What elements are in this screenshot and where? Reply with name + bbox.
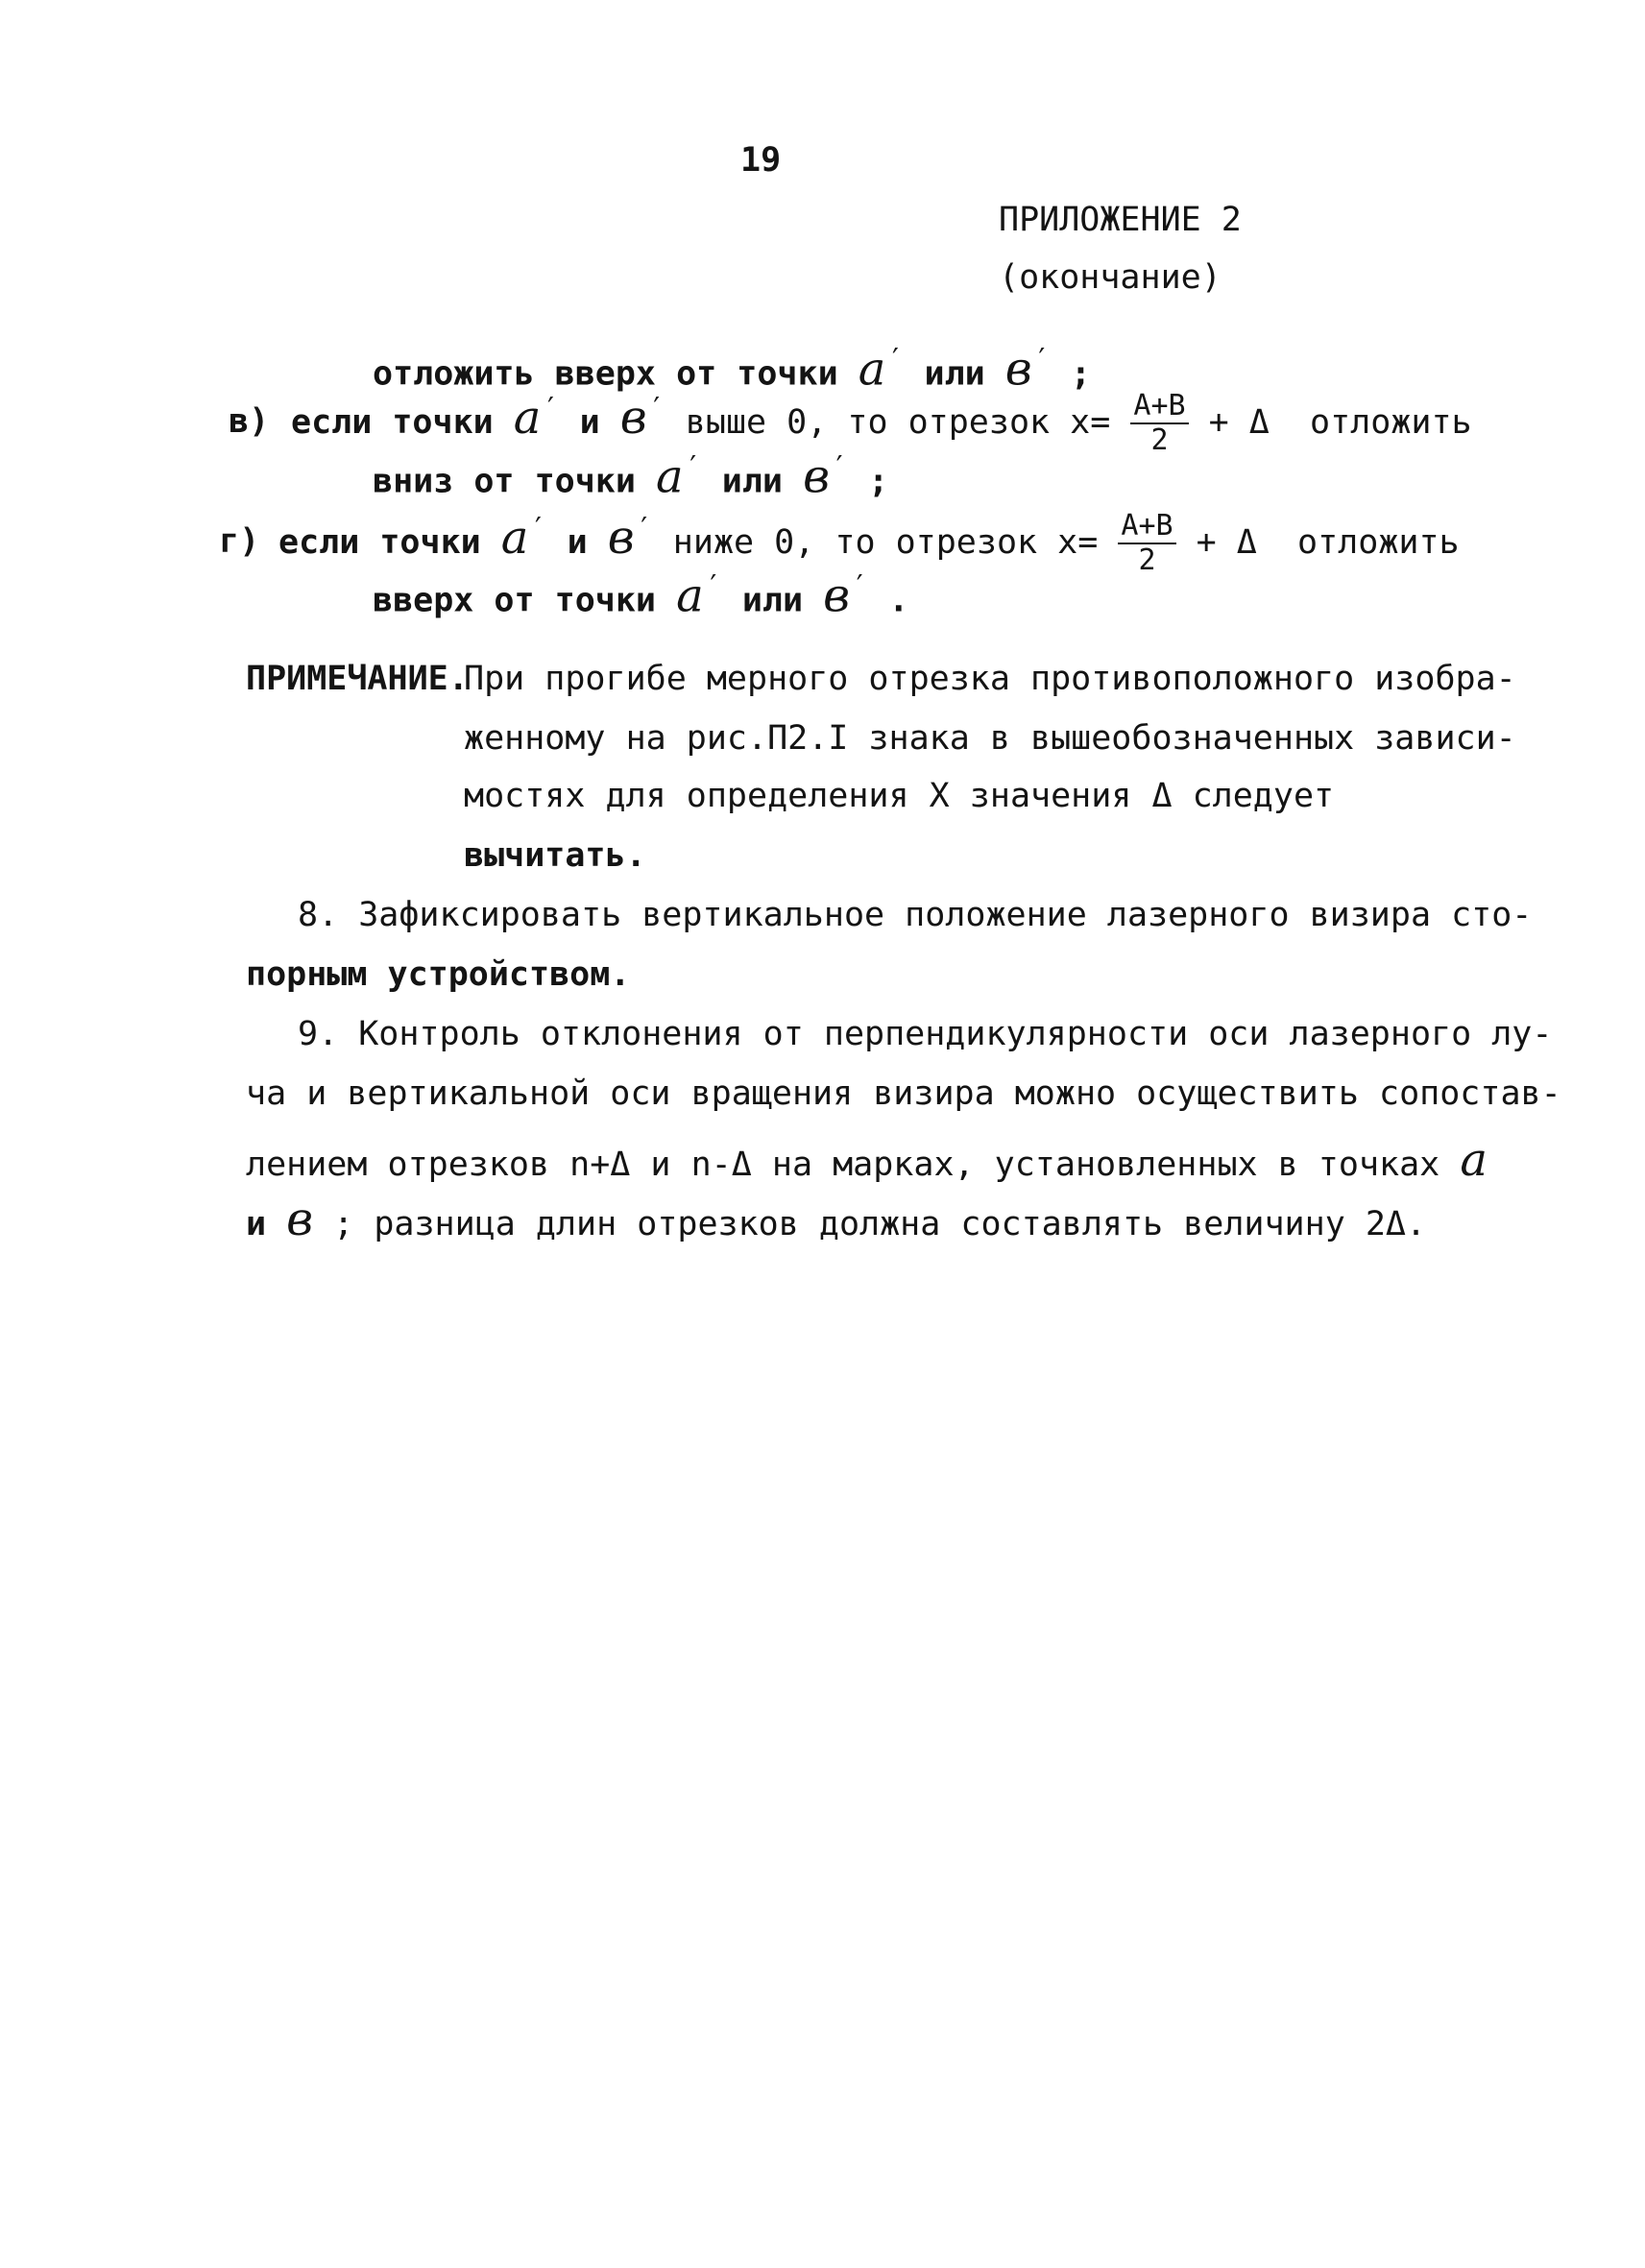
var-b: в — [607, 511, 635, 565]
word-and: и — [579, 403, 600, 442]
item-g-condition: если точки — [278, 523, 481, 562]
item-g-text: если точки a′ и в′ ниже 0, то отрезок x= $\frac{A+B}{2}$ + Δ отложить — [278, 509, 1460, 577]
item-9-line-4 — [246, 1193, 1427, 1246]
fraction — [1130, 389, 1188, 457]
fraction — [1118, 509, 1175, 577]
note-line-2: женному на рис.П2.I знака в вышеобозначенных зависи- — [464, 719, 1516, 758]
item-9-line-3 — [246, 1133, 1488, 1187]
var-b: в — [823, 568, 851, 623]
var-a: a — [500, 511, 529, 565]
item-9-line-2: ча и вертикальной оси вращения визира можно осуществить сопостав- — [246, 1074, 1561, 1113]
var-b: в — [1004, 342, 1032, 397]
item-v-condition: если точки — [291, 403, 494, 442]
text-line-1: отложить вверх от точки a′ или в′ ; — [373, 342, 1091, 397]
line-5-text: вверх от точки — [373, 581, 657, 620]
appendix-subtitle: (окончание) — [999, 258, 1222, 297]
item-g-marker: г) — [219, 522, 260, 561]
var-a: a — [858, 342, 886, 397]
note-line-4: вычитать. — [464, 836, 646, 875]
var-b: в — [286, 1193, 314, 1246]
word-or: или — [721, 462, 783, 501]
note-line-3: мостях для определения X значения Δ следует — [464, 777, 1335, 815]
appendix-title: ПРИЛОЖЕНИЕ 2 — [999, 201, 1242, 239]
item-8-line-2: порным устройством. — [246, 955, 631, 994]
line-3-text: вниз от точки — [373, 462, 636, 501]
note-line-1: При прогибе мерного отрезка противоположного изобра- — [464, 660, 1516, 698]
word-or: или — [741, 581, 804, 620]
punct: ; — [1070, 354, 1091, 394]
item-8-line-1: 8. Зафиксировать вертикальное положение лазерного визира сто- — [298, 896, 1533, 934]
item-9-line-4-text: ; разница длин отрезков должна составлять величину 2Δ. — [333, 1205, 1427, 1243]
word-and: и — [567, 523, 588, 562]
punct: ; — [868, 462, 889, 501]
plus-delta: + Δ — [1196, 523, 1257, 562]
var-a: a — [676, 568, 704, 623]
word-or: или — [924, 354, 985, 394]
plus-delta: + Δ — [1208, 403, 1270, 442]
var-a: a — [1460, 1133, 1488, 1187]
text-line-3: вниз от точки a′ или в′ ; — [373, 449, 889, 504]
action-word: отложить — [1310, 403, 1472, 442]
item-v-text: если точки a′ и в′ выше 0, то отрезок x= $\frac{A+B}{2}$ + Δ отложить — [291, 389, 1472, 457]
punct: . — [888, 581, 909, 620]
word-and: и — [246, 1205, 267, 1243]
item-g-rest: ниже 0, то отрезок x= — [672, 523, 1099, 562]
fraction-denominator: 2 — [1150, 423, 1169, 457]
var-b: в — [803, 449, 831, 504]
var-a: a — [656, 449, 684, 504]
note-label: ПРИМЕЧАНИЕ. — [246, 660, 469, 698]
fraction-numerator: A+B — [1118, 512, 1175, 544]
action-word: отложить — [1297, 523, 1460, 562]
item-v-marker: в) — [229, 402, 270, 441]
text-line-5: вверх от точки a′ или в′ . — [373, 568, 909, 623]
item-v-rest: выше 0, то отрезок x= — [685, 403, 1111, 442]
fraction-numerator: A+B — [1130, 392, 1188, 424]
item-9-line-1: 9. Контроль отклонения от перпендикулярности оси лазерного лу- — [298, 1015, 1553, 1053]
line-1-text: отложить вверх от точки — [373, 354, 838, 394]
page-number: 19 — [740, 141, 782, 180]
fraction-denominator: 2 — [1138, 543, 1156, 577]
var-b: в — [619, 391, 647, 445]
item-9-line-3-text: лением отрезков n+Δ и n-Δ на марках, установленных в точках — [246, 1146, 1440, 1184]
var-a: a — [513, 391, 542, 445]
